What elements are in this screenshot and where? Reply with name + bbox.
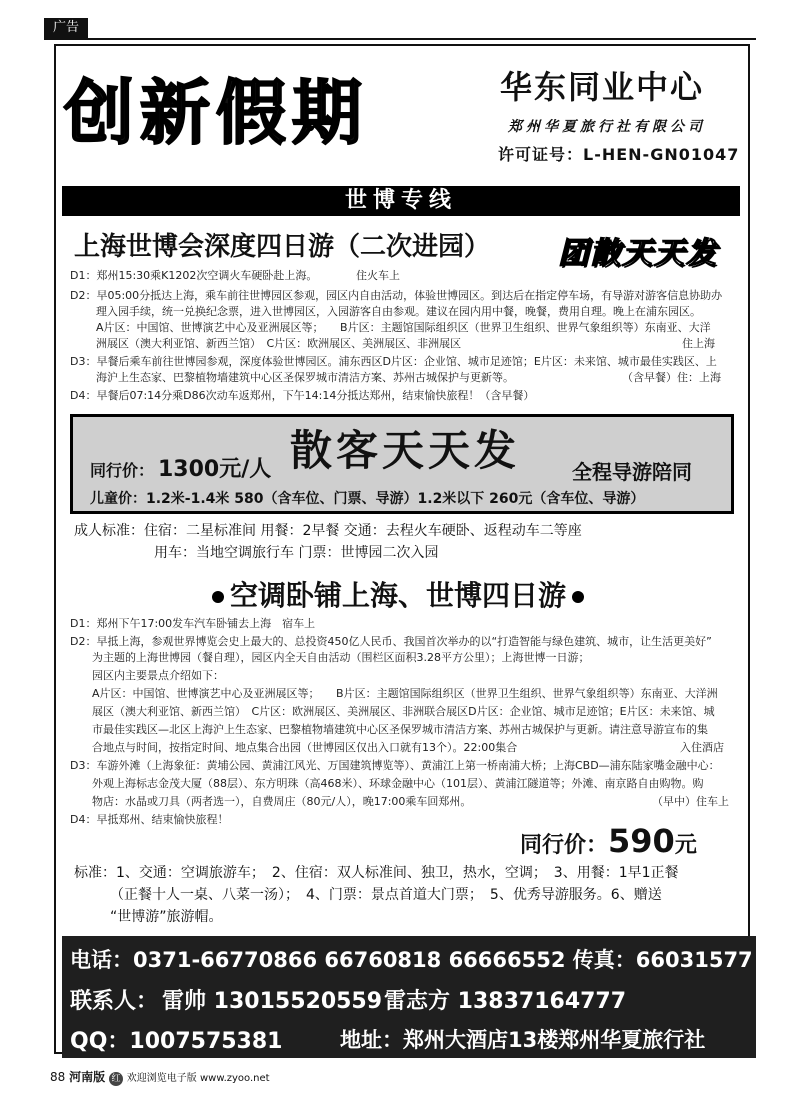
contact-qq: QQ：1007575381: [70, 1029, 283, 1054]
tour1-d2-stay: 住上海: [682, 337, 715, 350]
section-bar: 世博专线: [62, 186, 740, 216]
contact-phone: 电话：0371-66770866 66760818 66666552 传真：66031577: [70, 948, 753, 972]
standard2-line2: （正餐十人一桌、八菜一汤）； 4、门票：景点首道大门票； 5、优秀导游服务。6、赠送: [110, 887, 662, 903]
tour1-d3-a: D3：早餐后乘车前往世博园参观，深度体验世博园区。浦东西区D片区：企业馆、城市足迹馆；E片区：未来馆、城市最佳实践区、上: [70, 355, 717, 368]
page-footer: [50, 1068, 270, 1086]
tour1-d4: D4：早餐后07:14分乘D86次动车返郑州，下午14:14分抵达郑州，结束愉快旅程！（含早餐）: [70, 389, 535, 402]
brand-logo-text: 创新假期: [64, 72, 368, 154]
tour2-price-value: 590: [608, 822, 675, 860]
contact-block: [62, 936, 756, 1058]
bullet-icon: [572, 591, 584, 603]
contact-address: 地址：郑州大酒店13楼郑州华夏旅行社: [340, 1028, 706, 1052]
promo-title: 散客天天发: [290, 426, 521, 475]
edition-label: 河南版: [69, 1070, 106, 1084]
tour2-d2-c: 园区内主要景点介绍如下：: [92, 669, 224, 682]
tour1-d2-b: 理入园手续，统一兑换纪念票，进入世博园区，入园游客自由参观。建议在园内用中餐，晚餐，费用自理。晚上在浦东园区。: [96, 305, 701, 318]
peer-price-label: 同行价：: [90, 461, 155, 480]
standard1-line1: 成人标准：住宿：二星标准间 用餐：2早餐 交通：去程火车硬卧、返程动车二等座: [74, 523, 582, 539]
bullet-icon: [212, 591, 224, 603]
tour1-title: 上海世博会深度四日游（二次进园）: [74, 232, 491, 262]
tour2-d2-stay: 入住酒店: [680, 741, 724, 754]
tour2-d1: D1：郑州下午17:00发车汽车卧铺去上海 宿车上: [70, 617, 316, 630]
tour2-d2-b: 为主题的上海世博园（餐自理），园区内全天自由活动（围栏区面积3.28平方公里）；上海世博一日游；: [92, 651, 590, 664]
tour2-title: 空调卧铺上海、世博四日游: [230, 579, 567, 612]
standard2-line1: 标准：1、交通：空调旅游车； 2、住宿：双人标准间、独卫，热水，空调； 3、用餐：1早1正餐: [74, 865, 679, 881]
tour2-d4: D4：早抵郑州、结束愉快旅程！: [70, 813, 229, 826]
tour2-price-label: 同行价：: [520, 833, 609, 858]
tour1-d1-stay: 住火车上: [356, 269, 400, 282]
tour1-d2-a: D2：早05:00分抵达上海，乘车前往世博园区参观，园区内自由活动，体验世博园区。到达后在指定停车场，有导游对游客信息协助办: [70, 289, 723, 302]
contact-person-label: 联系人：: [70, 989, 159, 1014]
tour2-d2-f: 市最佳实践区—北区上海沪上生态家、巴黎植物墙建筑中心区圣保罗城市清洁方案、苏州古城保护与更新。请注意导游宣布的集: [92, 723, 708, 736]
company-title: 华东同业中心: [500, 68, 705, 106]
contact-person-1: 雷帅 13015520559: [162, 989, 383, 1014]
tour1-d3-stay: （含早餐）住：上海: [622, 371, 721, 384]
tour2-d3-b: 外观上海标志金茂大厦（88层）、东方明珠（高468米）、环球金融中心（101层）、黄浦江隧道等；外滩、南京路自由购物。购: [92, 777, 704, 790]
peer-price-value: 1300元/人: [158, 457, 272, 482]
ad-tag: 广告: [44, 18, 88, 38]
guide-note: 全程导游陪同: [572, 460, 692, 484]
tour2-price-unit: 元: [674, 833, 697, 858]
tour2-d3-stay: （早中）住车上: [652, 795, 729, 808]
tour2-d2-g: 合地点与时间，按指定时间、地点集合出园（世博园区仅出入口就有13个）。22:00集合: [92, 741, 518, 754]
tour2-d2-d: A片区：中国馆、世博演艺中心及亚洲展区等； B片区：主题馆国际组织区（世界卫生组织、世界气象组织等）东南亚、大洋洲: [92, 687, 718, 700]
standard2-line3: “世博游”旅游帽。: [110, 909, 223, 925]
contact-person-2: 雷志方 13837164777: [384, 989, 627, 1014]
tour2-d3-c: 物店：水晶或刀具（两者选一），自费周庄（80元/人），晚17:00乘车回郑州。: [92, 795, 472, 808]
tour2-d2-a: D2：早抵上海，参观世界博览会史上最大的、总投资450亿人民币、我国首次举办的以“打造智能与绿色建筑、城市，让生活更美好”: [70, 635, 712, 648]
tour1-d2-d: 洲展区（澳大利亚馆、新西兰馆） C片区：欧洲展区、美洲展区、非洲展区: [96, 337, 462, 350]
footer-site: 欢迎浏览电子版 www.zyoo.net: [126, 1073, 270, 1084]
standard1-line2: 用车：当地空调旅行车 门票：世博园二次入园: [154, 545, 439, 561]
tour2-d3-a: D3：车游外滩（上海象征：黄埔公园、黄浦江风光、万国建筑博览等）、黄浦江上第一桥南浦大桥；上海CBD—浦东陆家嘴金融中心：: [70, 759, 720, 772]
tour1-d1: D1：郑州15:30乘K1202次空调火车硬卧赴上海。: [70, 269, 318, 282]
license-number: 许可证号：L-HEN-GN01047: [498, 145, 740, 164]
tour1-d3-b: 海沪上生态家、巴黎植物墙建筑中心区圣保罗城市清洁方案、苏州古城保护与更新等。: [96, 371, 514, 384]
tour1-d2-c: A片区：中国馆、世博演艺中心及亚洲展区等； B片区：主题馆国际组织区（世界卫生组织、世界气象组织等）东南亚、大洋: [96, 321, 711, 334]
tour2-heading: [206, 574, 590, 614]
top-rule: [44, 38, 756, 40]
tour2-d2-e: 展区（澳大利亚馆、新西兰馆） C片区：欧洲展区、美洲展区、非洲联合展区D片区：企业馆、城市足迹馆；E片区：未来馆、城: [92, 705, 715, 718]
page-number: 88: [50, 1070, 66, 1084]
company-subtitle: 郑州华夏旅行社有限公司: [508, 119, 706, 135]
tour2-price: [520, 822, 697, 860]
child-price: 儿童价：1.2米-1.4米 580（含车位、门票、导游）1.2米以下 260元（含车位、导游）: [90, 491, 645, 507]
edition-mark: 红: [109, 1072, 123, 1086]
tour1-badge: 团散天天发: [558, 236, 718, 271]
